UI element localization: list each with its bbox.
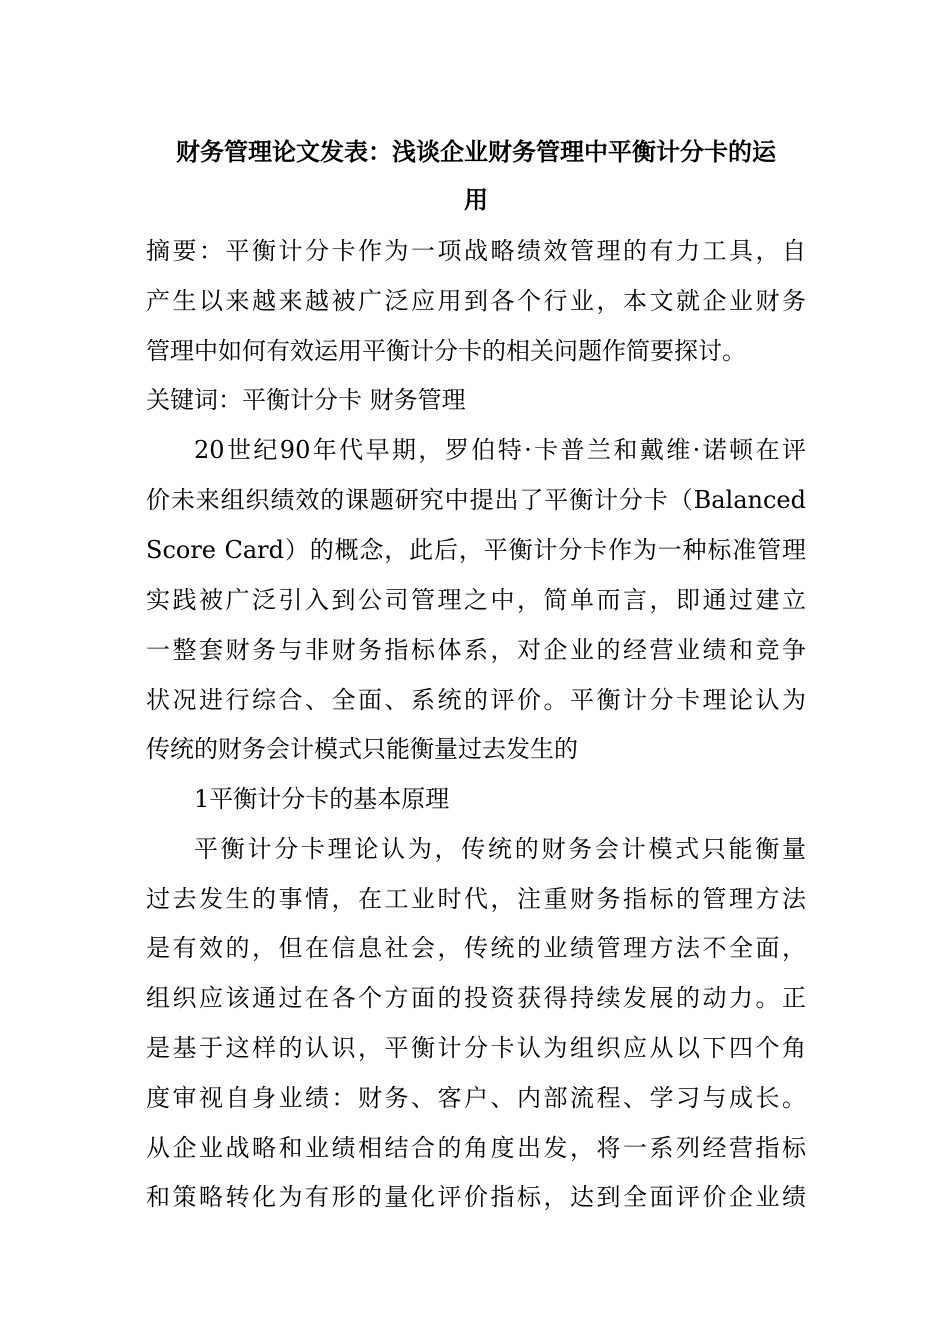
abstract-line-2: 产生以来越来越被广泛应用到各个行业，本文就企业财务 <box>146 287 806 315</box>
paragraph1-line-2: 价未来组织绩效的课题研究中提出了平衡计分卡（Balanced <box>146 486 806 514</box>
paragraph1-line-3: Score Card）的概念，此后，平衡计分卡作为一种标准管理 <box>146 536 806 564</box>
keywords-line: 关键词：平衡计分卡 财务管理 <box>146 386 466 414</box>
abstract-line-1: 摘要：平衡计分卡作为一项战略绩效管理的有力工具，自 <box>146 237 806 265</box>
paragraph2-line-1: 平衡计分卡理论认为，传统的财务会计模式只能衡量 <box>194 835 806 863</box>
section-heading: 1平衡计分卡的基本原理 <box>194 785 450 813</box>
paragraph1-line-7: 传统的财务会计模式只能衡量过去发生的 <box>146 735 578 763</box>
paragraph2-line-8: 和策略转化为有形的量化评价指标，达到全面评价企业绩 <box>146 1183 806 1211</box>
paragraph2-line-6: 度审视自身业绩：财务、客户、内部流程、学习与成长。 <box>146 1084 806 1112</box>
paragraph1-line-5: 一整套财务与非财务指标体系，对企业的经营业绩和竞争 <box>146 636 806 664</box>
paragraph1-line-4: 实践被广泛引入到公司管理之中，简单而言，即通过建立 <box>146 586 806 614</box>
document-title-line-1: 财务管理论文发表：浅谈企业财务管理中平衡计分卡的运 <box>176 137 776 166</box>
paragraph1-line-1: 20世纪90年代早期，罗伯特·卡普兰和戴维·诺顿在评 <box>194 436 806 464</box>
abstract-line-3: 管理中如何有效运用平衡计分卡的相关问题作简要探讨。 <box>146 337 746 365</box>
paragraph2-line-2: 过去发生的事情，在工业时代，注重财务指标的管理方法 <box>146 885 806 913</box>
paragraph2-line-7: 从企业战略和业绩相结合的角度出发，将一系列经营指标 <box>146 1134 806 1162</box>
document-title-line-2: 用 <box>464 185 488 214</box>
paragraph1-line-6: 状况进行综合、全面、系统的评价。平衡计分卡理论认为 <box>146 686 806 714</box>
paragraph2-line-4: 组织应该通过在各个方面的投资获得持续发展的动力。正 <box>146 984 806 1012</box>
paragraph2-line-3: 是有效的，但在信息社会，传统的业绩管理方法不全面， <box>146 934 806 962</box>
paragraph2-line-5: 是基于这样的认识，平衡计分卡认为组织应从以下四个角 <box>146 1034 806 1062</box>
